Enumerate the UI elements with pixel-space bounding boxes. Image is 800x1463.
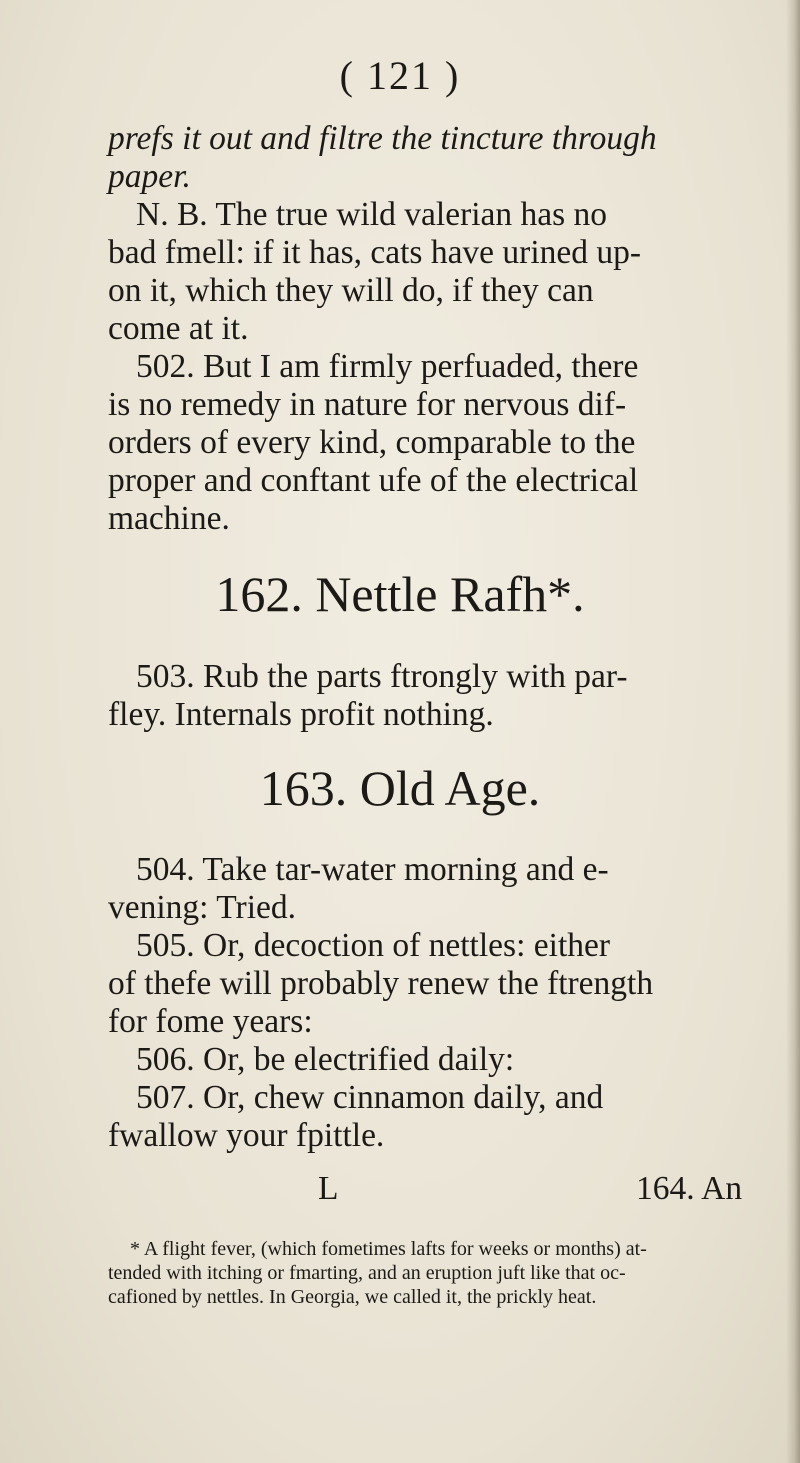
text-line: orders of every kind, comparable to the — [108, 424, 636, 461]
footnote-line: * A flight fever, (which fometimes lafts for weeks or months) at- — [130, 1238, 647, 1260]
text-line: 507. Or, chew cinnamon daily, and — [136, 1079, 604, 1116]
text-line: of thefe will probably renew the ftrength — [108, 965, 654, 1002]
text-line: come at it. — [108, 310, 249, 347]
text-line: paper. — [108, 158, 191, 195]
text-line: 504. Take tar-water morning and e- — [136, 851, 609, 888]
text-line: 502. But I am firmly perfuaded, there — [136, 348, 639, 385]
page-number: ( 121 ) — [339, 53, 461, 98]
text-line: machine. — [108, 500, 230, 537]
text-line: N. B. The true wild valerian has no — [136, 196, 608, 233]
text-line: 506. Or, be electrified daily: — [136, 1041, 515, 1078]
text-line: vening: Tried. — [108, 889, 296, 926]
section-heading: 162. Nettle Rafh*. — [215, 566, 585, 622]
catchword: 164. An — [636, 1170, 743, 1207]
text-line: bad fmell: if it has, cats have urined up- — [108, 234, 642, 271]
text-line: prefs it out and filtre the tincture through — [108, 120, 657, 157]
text-line: fley. Internals profit nothing. — [108, 696, 494, 733]
footnote-line: cafioned by nettles. In Georgia, we called it, the prickly heat. — [108, 1286, 597, 1308]
section-heading: 163. Old Age. — [259, 760, 541, 816]
text-line: 505. Or, decoction of nettles: either — [136, 927, 611, 964]
text-line: is no remedy in nature for nervous dif- — [108, 386, 627, 423]
footnote-line: tended with itching or fmarting, and an eruption juft like that oc- — [108, 1262, 626, 1284]
text-line: on it, which they will do, if they can — [108, 272, 594, 309]
text-line: 503. Rub the parts ftrongly with par- — [136, 658, 628, 695]
text-line: proper and conftant ufe of the electrical — [108, 462, 639, 499]
text-line: for fome years: — [108, 1003, 313, 1040]
text-line: fwallow your fpittle. — [108, 1117, 385, 1154]
signature-mark: L — [318, 1170, 339, 1207]
